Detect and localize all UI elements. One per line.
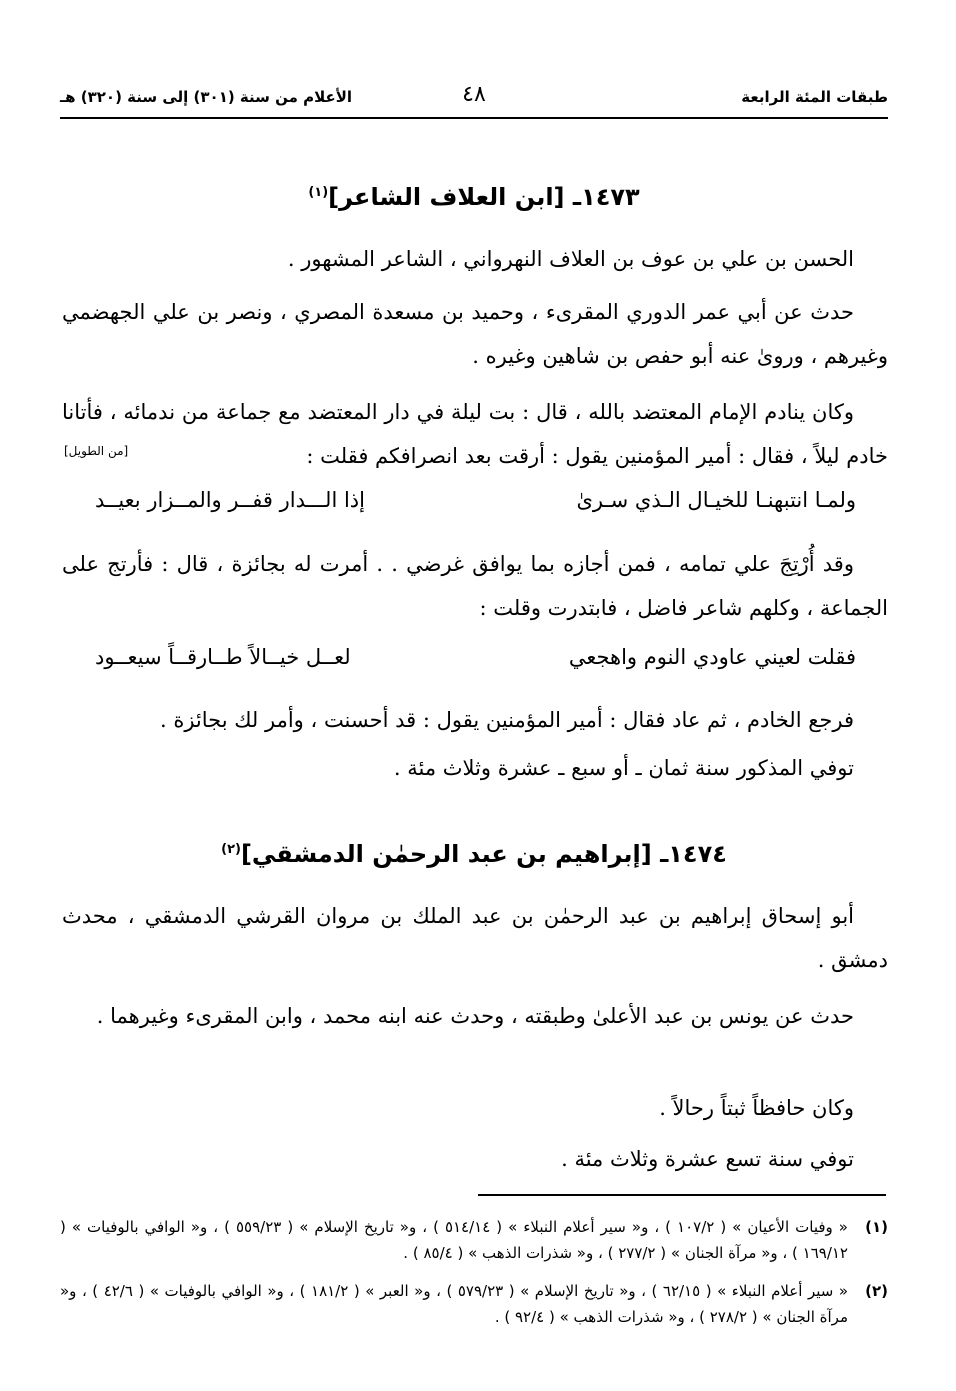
header-divider [60,117,888,119]
paragraph-text: توفي المذكور سنة ثمان ـ أو سبع ـ عشرة وثلاث مئة . [393,756,854,780]
paragraph [62,390,888,478]
entry-heading-1473 [60,183,888,211]
footnote-number: (٢) [865,1282,888,1300]
header-section-title: طبقات المئة الرابعة [741,88,888,106]
paragraph-text: توفي سنة تسع عشرة وثلاث مئة . [561,1147,854,1171]
footnote-ref-2[interactable]: (٢) [221,842,241,857]
paragraph [62,542,888,630]
footnote-number: (١) [865,1218,888,1236]
paragraph [62,746,888,790]
poetic-meter-label: [من الطويل] [64,444,129,458]
paragraph [62,698,888,742]
paragraph-text: وكان حافظاً ثبتاً رحالاً . [659,1096,854,1120]
paragraph [62,237,888,281]
header-year-range: الأعلام من سنة (٣٠١) إلى سنة (٣٢٠) هـ [60,88,353,106]
paragraph-text: أبو إسحاق إبراهيم بن عبد الرحمٰن بن عبد الملك بن مروان القرشي الدمشقي ، محدث دمشق . [62,904,888,972]
entry-heading-1474 [60,840,888,868]
paragraph-text: وكان ينادم الإمام المعتضد بالله ، قال : بت ليلة في دار المعتضد مع جماعة من ندمائه ، فأتانا خادم ليلاً ، فقال : أمير المؤمنين يقول : أرقت بعد انصرافكم فقلت : [62,400,888,468]
footnote-1 [60,1214,888,1266]
paragraph-text: وقد أُرْتِجَ علي تمامه ، فمن أجازه بما يوافق غرضي . . أمرت له بجائزة ، قال : فأرتج على الجماعة ، وكلهم شاعر فاضل ، فابتدرت وقلت : [62,552,888,620]
paragraph [62,994,888,1038]
footnote-2 [60,1278,888,1330]
verse-first-hemistich: فقلت لعيني عاودي النوم واهجعي [568,645,856,669]
footnote-divider [478,1194,886,1196]
verse-second-hemistich: إذا الـــدار قفــر والمــزار بعيــد [95,488,365,512]
footnote-text: « وفيات الأعيان » ( ١٠٧/٢ ) ، و« سير أعلام النبلاء » ( ٥١٤/١٤ ) ، و« تاريخ الإسلام » ( ٥٥٩/٢٣ ) ، و« الوافي بالوفيات » ( ١٦٩/١٢ ) ، و« مرآة الجنان » ( ٢٧٧/٢ ) ، و« شذرات الذهب » ( ٨٥/٤ ) . [60,1218,848,1262]
footnote-ref-1[interactable]: (١) [308,185,329,200]
verse-first-hemistich: ولمـا انتبهنـا للخيـال الـذي سـرىٰ [576,488,856,512]
entry-heading-text: ١٤٧٤ـ [إبراهيم بن عبد الرحمٰن الدمشقي] [240,840,727,868]
paragraph [62,894,888,982]
verse-line [95,488,856,528]
paragraph [62,290,888,378]
paragraph [62,1086,888,1130]
page-number: ٤٨ [462,82,486,107]
verse-line [95,645,856,685]
verse-second-hemistich: لعــل خيــالاً طــارقــاً سيعــود [95,645,351,669]
paragraph-text: حدث عن يونس بن عبد الأعلىٰ وطبقته ، وحدث عنه ابنه محمد ، وابن المقرىء وغيرهما . [96,1004,854,1028]
paragraph [62,1137,888,1181]
paragraph-text: فرجع الخادم ، ثم عاد فقال : أمير المؤمنين يقول : قد أحسنت ، وأمر لك بجائزة . [159,708,854,732]
running-header [60,82,888,112]
footnote-text: « سير أعلام النبلاء » ( ٦٢/١٥ ) ، و« تاريخ الإسلام » ( ٥٧٩/٢٣ ) ، و« العبر » ( ١٨١/٢ ) ، و« الوافي بالوفيات » ( ٤٢/٦ ) ، و« مرآة الجنان » ( ٢٧٨/٢ ) ، و« شذرات الذهب » ( ٩٢/٤ ) . [60,1282,849,1326]
entry-heading-text: ١٤٧٣ـ [ابن العلاف الشاعر] [328,183,640,211]
paragraph-text: حدث عن أبي عمر الدوري المقرىء ، وحميد بن مسعدة المصري ، ونصر بن علي الجهضمي وغيرهم ، وروىٰ عنه أبو حفص بن شاهين وغيره . [62,300,888,368]
paragraph-text: الحسن بن علي بن عوف بن العلاف النهرواني ، الشاعر المشهور . [287,247,854,271]
